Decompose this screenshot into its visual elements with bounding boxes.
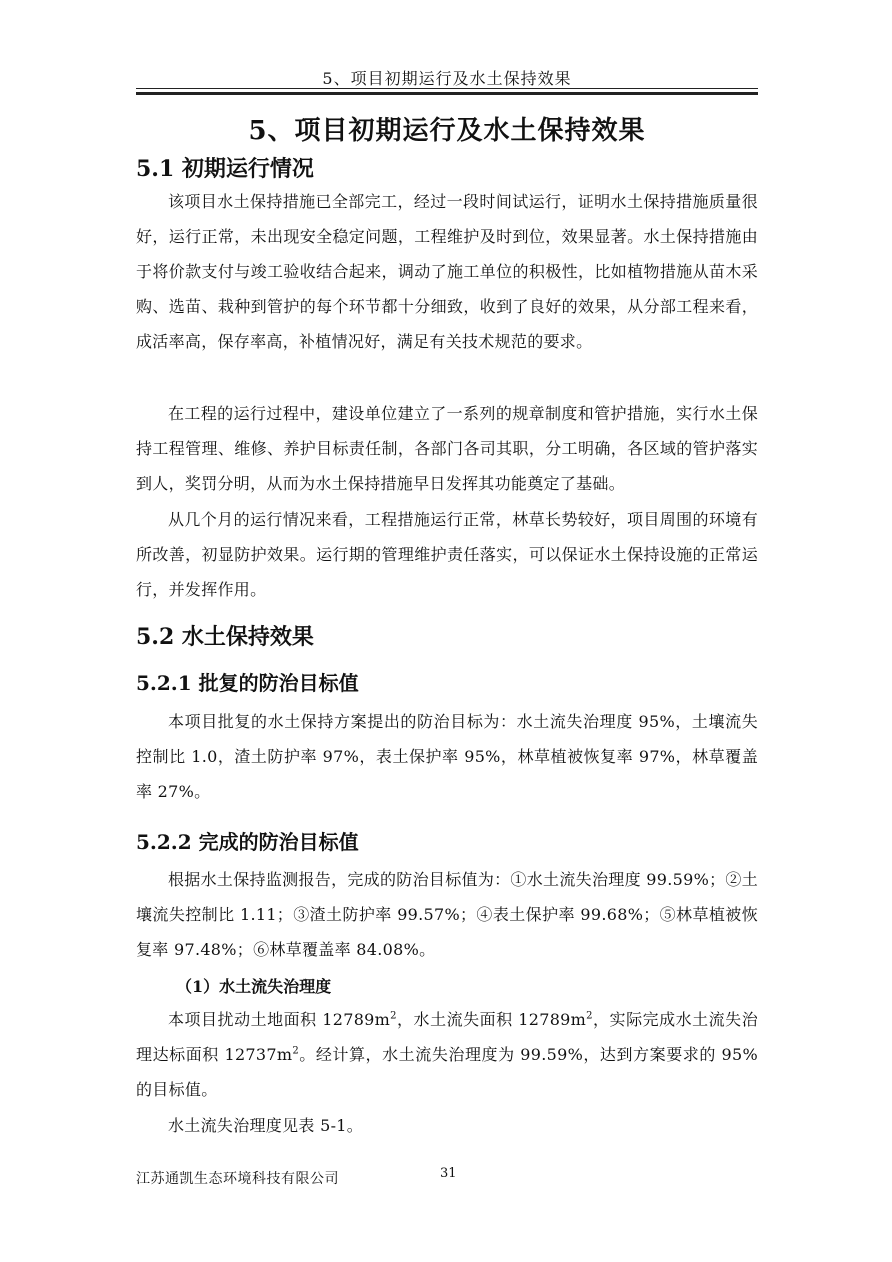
text-segment: 本项目扰动土地面积 12789m xyxy=(168,1010,391,1029)
paragraph-5-2-2: 根据水土保持监测报告，完成的防治目标值为：①水土流失治理度 99.59%；②土壤流失控制比 1.11；③渣土防护率 99.57%；④表土保护率 99.68%；⑤林草植被恢复率 97.48%；⑥林草覆盖率 84.08%。 xyxy=(136,870,758,959)
superscript: 2 xyxy=(292,1045,300,1057)
paragraph-erosion-control xyxy=(136,1002,758,1107)
page-number: 31 xyxy=(440,1166,457,1181)
running-header: 5、项目初期运行及水土保持效果 xyxy=(322,69,572,88)
paragraph-5-2-1: 本项目批复的水土保持方案提出的防治目标为：水土流失治理度 95%，土壤流失控制比 1.0，渣土防护率 97%，表土保护率 95%，林草植被恢复率 97%，林草覆盖率 27%。 xyxy=(136,712,758,801)
footer-company: 江苏通凯生态环境科技有限公司 xyxy=(136,1171,339,1187)
paragraph-5-1-2: 在工程的运行过程中，建设单位建立了一系列的规章制度和管护措施，实行水土保持工程管理、维修、养护目标责任制，各部门各司其职，分工明确，各区域的管护落实到人，奖罚分明，从而为水土保持措施早日发挥其功能奠定了基础。 xyxy=(136,404,758,493)
text-segment: 。经计算，水土流失治理度为 99.59%，达到方案要求的 95%的目标值。 xyxy=(136,1045,759,1099)
subheading-erosion-control-degree: （1）水土流失治理度 xyxy=(176,977,332,996)
section-heading-5-1: 5.1 初期运行情况 xyxy=(136,156,314,182)
paragraph-table-reference: 水土流失治理度见表 5-1。 xyxy=(168,1116,364,1135)
section-heading-5-2-2: 5.2.2 完成的防治目标值 xyxy=(136,830,359,854)
superscript: 2 xyxy=(390,1010,397,1022)
header-rule-thin xyxy=(136,88,758,89)
text-segment: ，水土流失面积 12789m xyxy=(396,1010,587,1029)
section-heading-5-2: 5.2 水土保持效果 xyxy=(136,624,314,650)
chapter-title: 5、项目初期运行及水土保持效果 xyxy=(248,116,646,146)
section-heading-5-2-1: 5.2.1 批复的防治目标值 xyxy=(136,671,359,695)
header-rule-thick xyxy=(136,92,758,95)
superscript: 2 xyxy=(586,1010,593,1022)
paragraph-5-1-3: 从几个月的运行情况来看，工程措施运行正常，林草长势较好，项目周围的环境有所改善，初显防护效果。运行期的管理维护责任落实，可以保证水土保持设施的正常运行，并发挥作用。 xyxy=(136,510,758,599)
text-segment: ，实际完成水土流失治理达标面积 12737m xyxy=(136,1010,758,1064)
paragraph-5-1-1: 该项目水土保持措施已全部完工，经过一段时间试运行，证明水土保持措施质量很好，运行正常，未出现安全稳定问题，工程维护及时到位，效果显著。水土保持措施由于将价款支付与竣工验收结合起来，调动了施工单位的积极性，比如植物措施从苗木采购、选苗、栽种到管护的每个环节都十分细致，收到了良好的效果，从分部工程来看，成活率高，保存率高，补植情况好，满足有关技术规范的要求。 xyxy=(136,192,758,351)
